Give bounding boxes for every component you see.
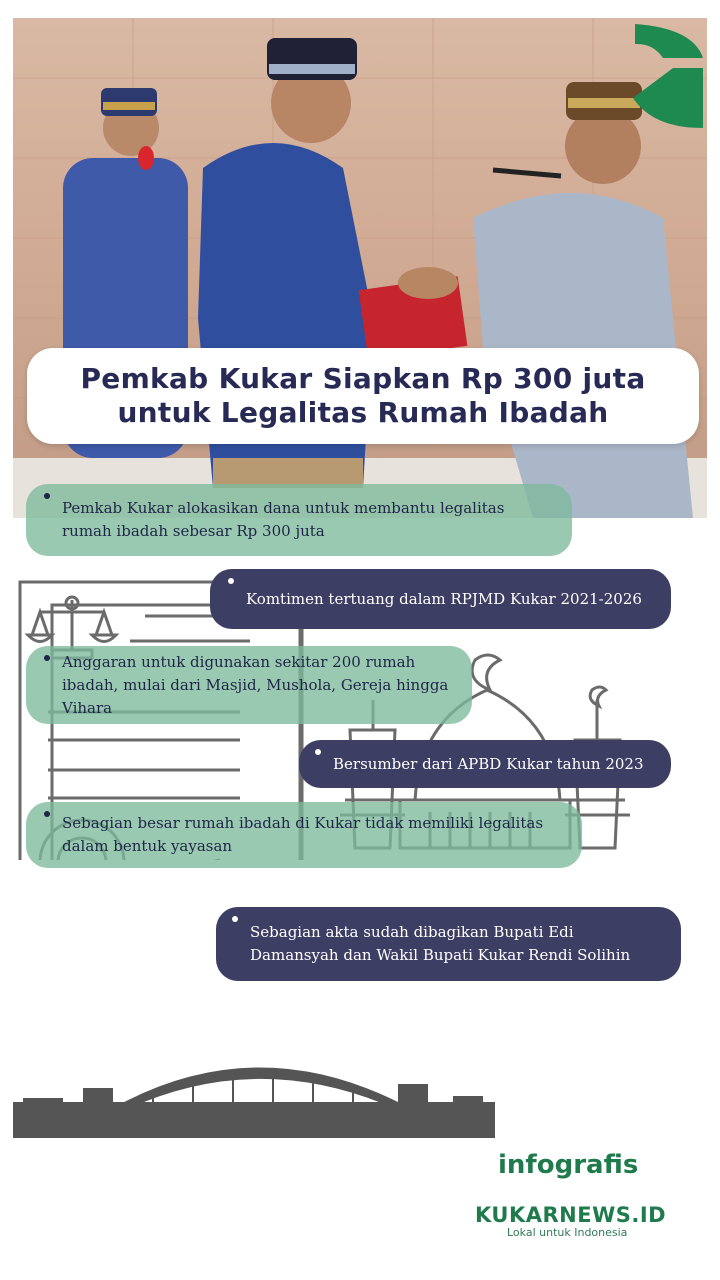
bullet-icon xyxy=(44,655,50,661)
point-4-text: Bersumber dari APBD Kukar tahun 2023 xyxy=(333,754,644,773)
bullet-icon xyxy=(44,493,50,499)
bullet-icon xyxy=(228,578,234,584)
point-2-text: Komtimen tertuang dalam RPJMD Kukar 2021-2026 xyxy=(246,589,642,608)
point-6 xyxy=(216,907,681,981)
point-1 xyxy=(26,484,572,556)
point-5 xyxy=(26,802,582,868)
bullet-icon xyxy=(232,916,238,922)
title-line-1: Pemkab Kukar Siapkan Rp 300 juta xyxy=(80,362,646,395)
brand-logo: KUKARNEWS.ID xyxy=(475,1203,667,1227)
title-card xyxy=(27,348,699,444)
infografis-label: infografis xyxy=(498,1150,639,1180)
point-2 xyxy=(210,569,671,629)
point-3 xyxy=(26,646,472,724)
point-6-text: Sebagian akta sudah dibagikan Bupati Edi Damansyah dan Wakil Bupati Kukar Rendi Solihin xyxy=(250,923,631,964)
title-line-2: untuk Legalitas Rumah Ibadah xyxy=(117,396,609,429)
bullet-icon xyxy=(315,749,321,755)
point-3-text: Anggaran untuk digunakan sekitar 200 rumah ibadah, mulai dari Masjid, Mushola, Gereja hingga Vihara xyxy=(62,652,449,717)
point-5-text: Sebagian besar rumah ibadah di Kukar tidak memiliki legalitas dalam bentuk yayasan xyxy=(62,814,544,855)
bridge-silhouette xyxy=(13,1040,495,1140)
point-4 xyxy=(299,740,671,788)
bullet-icon xyxy=(44,811,50,817)
brand-tagline: Lokal untuk Indonesia xyxy=(507,1226,628,1239)
point-1-text: Pemkab Kukar alokasikan dana untuk membantu legalitas rumah ibadah sebesar Rp 300 juta xyxy=(62,499,505,540)
